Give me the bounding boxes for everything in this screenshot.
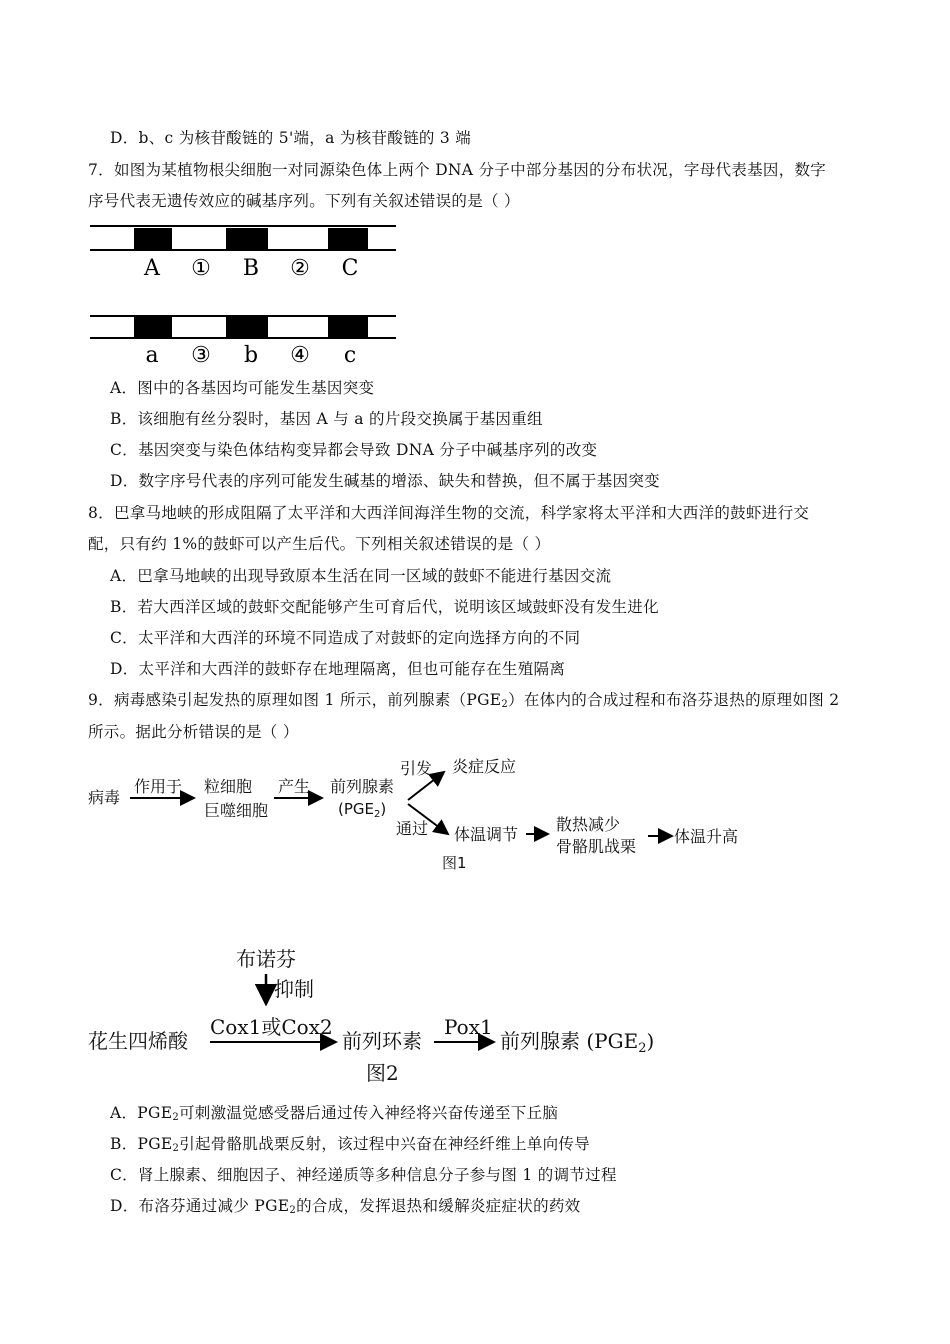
fig1-thermo: 体温调节 — [454, 825, 519, 844]
fig2-substrate: 花生四烯酸 — [88, 1029, 188, 1053]
dna-molecule-top — [90, 226, 396, 250]
q7-dna-figure — [88, 220, 408, 370]
gene-block-b — [226, 317, 268, 338]
q7-stem-line1: 7．如图为某植物根尖细胞一对同源染色体上两个 DNA 分子中部分基因的分布状况，字母代表基因，数字 — [88, 161, 827, 179]
label-seq-1: ① — [191, 256, 211, 281]
label-c: c — [343, 343, 357, 368]
q7-option-b: B．该细胞有丝分裂时，基因 A 与 a 的片段交换属于基因重组 — [110, 410, 543, 428]
q6-option-d: D．b、c 为核苷酸链的 5'端，a 为核苷酸链的 3 端 — [110, 129, 472, 147]
fig2-product: 前列腺素 $(PGE_2)$ — [500, 1029, 655, 1056]
q9-figure-2 — [86, 940, 686, 1090]
fig1-produce: 产生 — [278, 777, 311, 796]
gene-block-A — [134, 228, 172, 249]
q7-option-c: C．基因突变与染色体结构变异都会导致 DNA 分子中碱基序列的改变 — [110, 441, 598, 459]
fig1-caption: 图1 — [442, 854, 467, 872]
fig2-drug: 布诺芬 — [236, 947, 296, 971]
fig1-inflammation: 炎症反应 — [452, 757, 517, 776]
q9-figure-1 — [86, 750, 756, 876]
q8-option-c: C．太平洋和大西洋的环境不同造成了对鼓虾的定向选择方向的不同 — [110, 629, 581, 647]
fig1-pge: 前列腺素 — [330, 777, 395, 796]
fig2-enzyme-2: Pox1 — [444, 1015, 493, 1039]
q8-option-b: B．若大西洋区域的鼓虾交配能够产生可育后代，说明该区域鼓虾没有发生进化 — [110, 598, 659, 616]
q8-stem-line2: 配，只有约 1%的鼓虾可以产生后代。下列相关叙述错误的是（ ） — [88, 535, 551, 553]
fig1-virus: 病毒 — [88, 788, 121, 807]
q8-option-a: A．巴拿马地峡的出现导致原本生活在同一区域的鼓虾不能进行基因交流 — [110, 567, 612, 585]
gene-block-a — [134, 317, 172, 338]
q9-stem-line2: 所示。据此分析错误的是（ ） — [88, 723, 299, 741]
q7-option-a: A．图中的各基因均可能发生基因突变 — [110, 379, 375, 397]
q8-option-d: D．太平洋和大西洋的鼓虾存在地理隔离，但也可能存在生殖隔离 — [110, 660, 566, 678]
fig1-pge-abbr: $(PGE_2)$ — [338, 800, 387, 820]
q9-stem-line1: 9．病毒感染引起发热的原理如图 1 所示，前列腺素$(PGE_2)$在体内的合成过程和布洛芬退热的原理如图 2 — [88, 691, 840, 710]
label-C: C — [341, 256, 359, 281]
fig1-effect-1: 散热减少 — [556, 815, 621, 834]
fig1-cell-1: 粒细胞 — [204, 777, 253, 796]
gene-block-c — [328, 317, 368, 338]
gene-block-B — [226, 228, 268, 249]
label-B: B — [242, 256, 260, 281]
fig1-acts-on: 作用于 — [134, 777, 183, 796]
fig1-effect-2: 骨骼肌战栗 — [556, 837, 637, 856]
q9-option-c: C．肾上腺素、细胞因子、神经递质等多种信息分子参与图 1 的调节过程 — [110, 1166, 617, 1184]
q9-option-d: D．布洛芬通过减少 $PGE_2$的合成，发挥退热和缓解炎症症状的药效 — [110, 1197, 581, 1216]
q7-option-d: D．数字序号代表的序列可能发生碱基的增添、缺失和替换，但不属于基因突变 — [110, 472, 660, 490]
gene-block-C — [328, 228, 368, 249]
q9-option-b: B．$PGE_2$引起骨骼肌战栗反射，该过程中兴奋在神经纤维上单向传导 — [110, 1135, 591, 1154]
q7-stem-line2: 序号代表无遗传效应的碱基序列。下列有关叙述错误的是（ ） — [88, 192, 520, 210]
fig1-cell-2: 巨噬细胞 — [204, 801, 269, 820]
label-seq-4: ④ — [290, 343, 310, 368]
q8-stem-line1: 8．巴拿马地峡的形成阻隔了太平洋和大西洋间海洋生物的交流，科学家将太平洋和大西洋的鼓虾进行交 — [88, 504, 810, 522]
q9-option-a: A．$PGE_2$可刺激温觉感受器后通过传入神经将兴奋传递至下丘脑 — [110, 1104, 559, 1123]
label-a: a — [145, 343, 159, 368]
fig1-trigger: 引发 — [400, 759, 433, 778]
fig2-inhibit: 抑制 — [274, 977, 314, 1001]
fig1-result: 体温升高 — [674, 827, 739, 846]
fig2-caption: 图2 — [366, 1061, 399, 1085]
fig1-via: 通过 — [396, 819, 429, 838]
dna-molecule-bottom — [90, 316, 396, 338]
fig2-enzyme-1: Cox1或Cox2 — [210, 1015, 333, 1039]
label-seq-3: ③ — [191, 343, 211, 368]
label-b: b — [243, 343, 259, 368]
label-A: A — [144, 256, 160, 281]
label-seq-2: ② — [290, 256, 310, 281]
fig2-intermediate: 前列环素 — [342, 1029, 422, 1053]
